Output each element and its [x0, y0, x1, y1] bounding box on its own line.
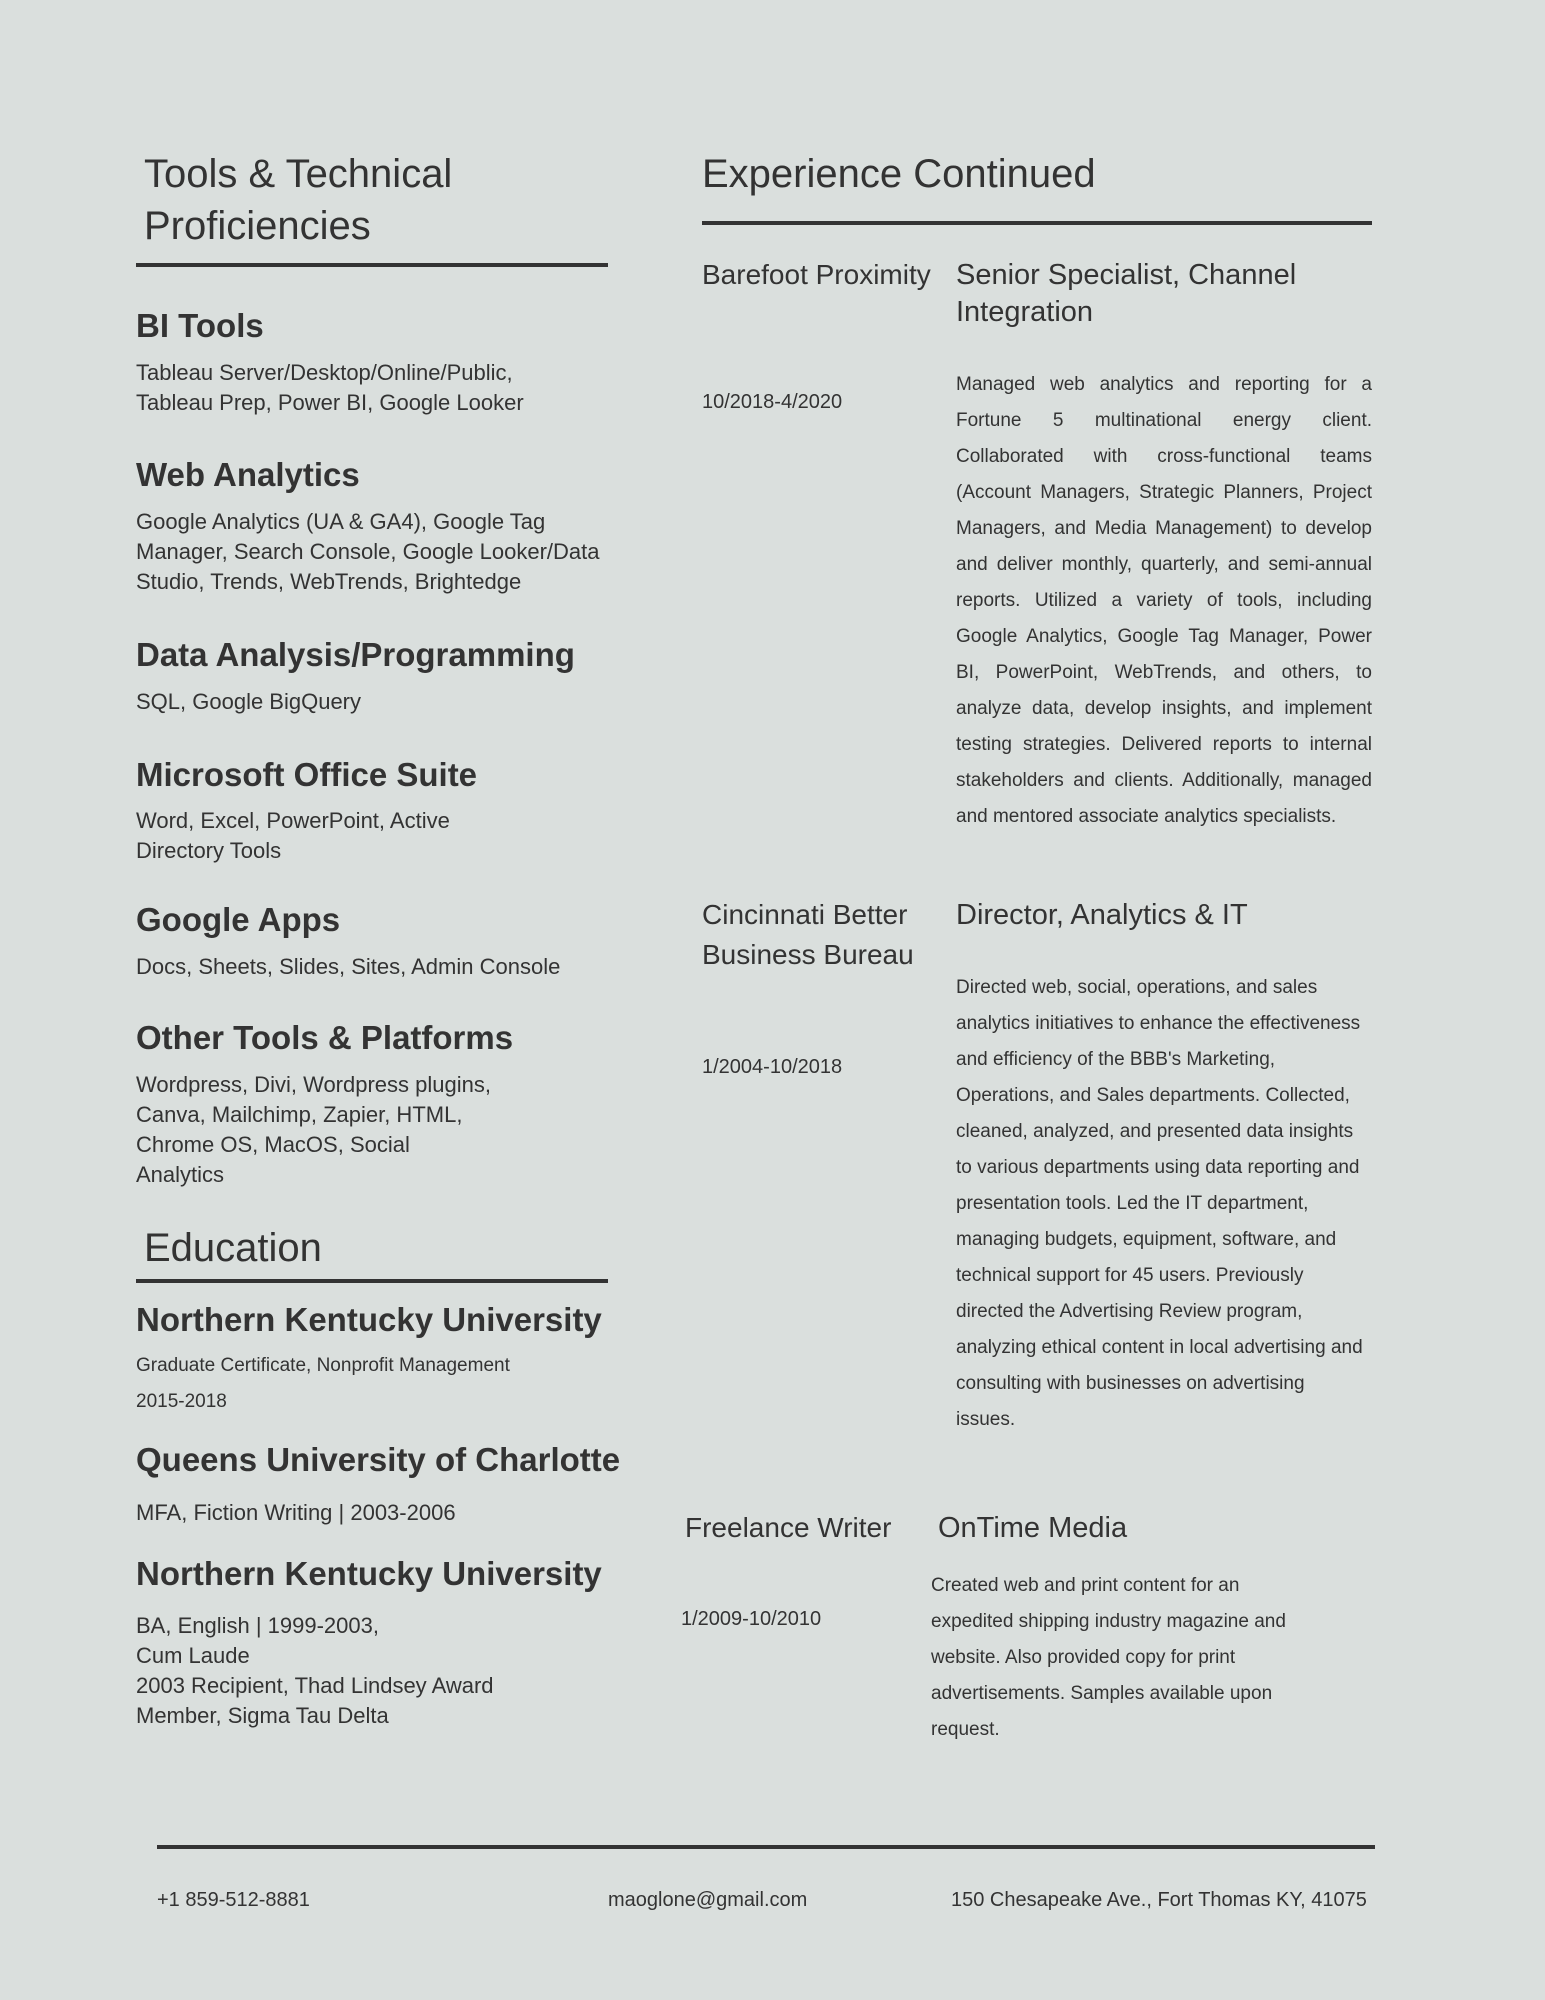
education-school-2: Queens University of Charlotte: [136, 1441, 621, 1478]
bi-tools-heading: BI Tools: [136, 307, 264, 344]
footer-divider: [157, 1845, 1375, 1849]
education-honors-3: Cum Laude: [136, 1643, 250, 1668]
education-years-1: 2015-2018: [136, 1391, 227, 1412]
job-2-dates: 1/2004-10/2018: [702, 1056, 843, 1078]
education-degree-2: MFA, Fiction Writing | 2003-2006: [136, 1500, 456, 1525]
job-3-description: Created web and print content for an expedited shipping industry magazine and website. Also provided copy for print advertisements. Samples available upon request.: [931, 1575, 1286, 1740]
tools-divider: [136, 263, 608, 267]
footer-address: 150 Chesapeake Ave., Fort Thomas KY, 41075: [951, 1889, 1367, 1911]
web-analytics-heading: Web Analytics: [136, 456, 360, 493]
job-3-dates: 1/2009-10/2010: [681, 1608, 822, 1630]
bi-tools-text: Tableau Server/Desktop/Online/Public, Tableau Prep, Power BI, Google Looker: [136, 360, 524, 415]
job-3-company: Freelance Writer: [685, 1512, 892, 1543]
education-school-3: Northern Kentucky University: [136, 1555, 602, 1592]
job-2-role: Director, Analytics & IT: [956, 899, 1248, 931]
office-suite-text: Word, Excel, PowerPoint, Active Directory Tools: [136, 808, 450, 863]
education-degree-3: BA, English | 1999-2003,: [136, 1613, 379, 1638]
data-analysis-heading: Data Analysis/Programming: [136, 636, 575, 673]
web-analytics-text: Google Analytics (UA & GA4), Google Tag Manager, Search Console, Google Looker/Data Studio, Trends, WebTrends, Brightedge: [136, 509, 600, 594]
tools-section-title: Tools & Technical Proficiencies: [144, 152, 453, 248]
job-1-dates: 10/2018-4/2020: [702, 391, 843, 413]
job-3-role: OnTime Media: [938, 1512, 1128, 1544]
other-tools-text: Wordpress, Divi, Wordpress plugins, Canva, Mailchimp, Zapier, HTML, Chrome OS, MacOS, Social Analytics: [136, 1072, 491, 1187]
education-section-title: Education: [144, 1226, 322, 1270]
job-1-company: Barefoot Proximity: [702, 259, 931, 290]
experience-section-title: Experience Continued: [702, 152, 1096, 196]
job-2-company: Cincinnati Better Business Bureau: [702, 899, 914, 970]
google-apps-heading: Google Apps: [136, 901, 341, 938]
education-divider: [136, 1279, 608, 1283]
education-membership-3: Member, Sigma Tau Delta: [136, 1703, 389, 1728]
job-2-description: Directed web, social, operations, and sales analytics initiatives to enhance the effectiveness and efficiency of the BBB's Marketing, Operations, and Sales departments. Collected, cleaned, analyzed, and presented data insights to various departments using data reporting and presentation tools. Led the IT department, managing budgets, equipment, software, and technical support for 45 users. Previously directed the Advertising Review program, analyzing ethical content in local advertising and consulting with businesses on advertising issues.: [956, 977, 1363, 1430]
data-analysis-text: SQL, Google BigQuery: [136, 689, 362, 714]
education-award-3: 2003 Recipient, Thad Lindsey Award: [136, 1673, 494, 1698]
office-suite-heading: Microsoft Office Suite: [136, 756, 478, 793]
experience-divider: [702, 221, 1372, 225]
job-1-role: Senior Specialist, Channel Integration: [956, 259, 1297, 328]
footer-email[interactable]: maoglone@gmail.com: [608, 1889, 808, 1911]
google-apps-text: Docs, Sheets, Slides, Sites, Admin Console: [136, 954, 561, 979]
footer-phone[interactable]: +1 859-512-8881: [157, 1889, 310, 1911]
job-1-description: Managed web analytics and reporting for a Fortune 5 multinational energy client. Collaborated with cross-functional teams (Account Managers, Strategic Planners, Project Managers, and Media Management) to develop and deliver monthly, quarterly, and semi-annual reports. Utilized a variety of tools, including Google Analytics, Google Tag Manager, Power BI, PowerPoint, WebTrends, and others, to analyze data, develop insights, and implement testing strategies. Delivered reports to internal stakeholders and clients. Additionally, managed and mentored associate analytics specialists.: [956, 374, 1372, 827]
education-degree-1: Graduate Certificate, Nonprofit Management: [136, 1355, 510, 1376]
other-tools-heading: Other Tools & Platforms: [136, 1019, 514, 1056]
education-school-1: Northern Kentucky University: [136, 1301, 602, 1338]
